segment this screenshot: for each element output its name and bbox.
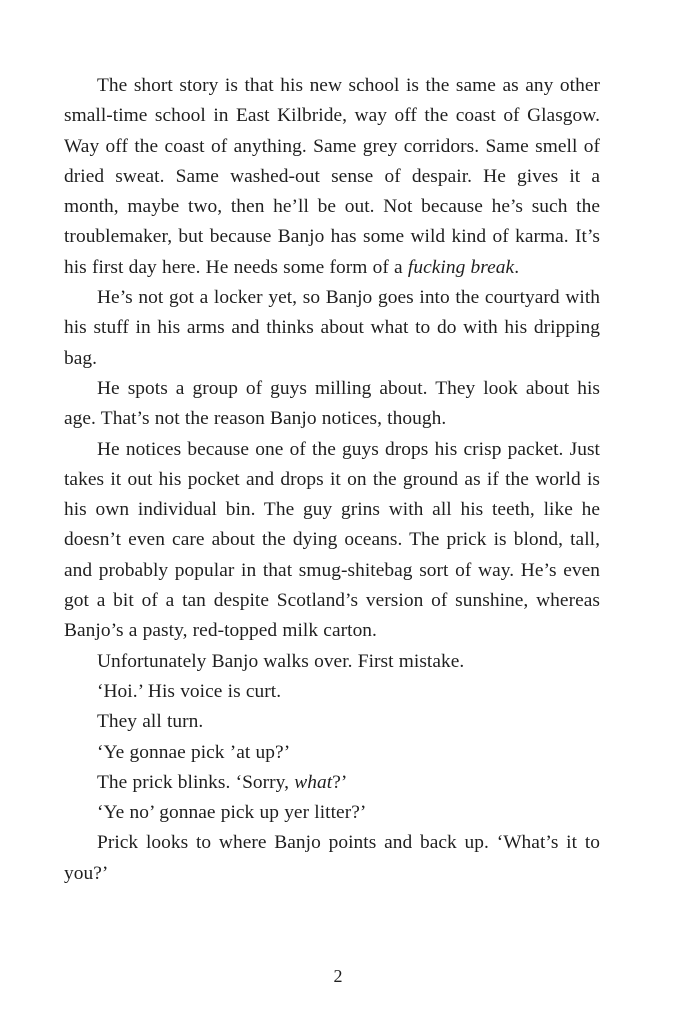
page-number: 2 bbox=[333, 966, 343, 986]
text-run: ‘Hoi.’ His voice is curt. bbox=[97, 680, 282, 702]
paragraph bbox=[64, 435, 600, 647]
paragraph bbox=[64, 738, 600, 768]
text-run: Prick looks to where Banjo points and back up. ‘What’s it to you?’ bbox=[64, 832, 600, 884]
text-run: The prick blinks. ‘Sorry, bbox=[97, 771, 295, 793]
text-run: He spots a group of guys milling about. They look about his age. That’s not the reason Banjo notices, though. bbox=[64, 377, 600, 430]
text-run: He’s not got a locker yet, so Banjo goes into the courtyard with his stuff in his arms and thinks about what to do with his dripping bag. bbox=[64, 287, 600, 369]
text-run: They all turn. bbox=[97, 711, 204, 733]
italic-text-run: fucking break bbox=[407, 256, 515, 278]
paragraph bbox=[64, 71, 600, 283]
text-run: The short story is that his new school is the same as any other small-time school in East Kilbride, way off the coast of Glasgow. Way off the coast of anything. Same grey corridors. Same smell of dried sweat. Same washed-out sense of despair. He gives it a month, maybe two, then he’ll be out. Not because he’s such the troublemaker, but because Banjo has some wild kind of karma. It’s his first day here. He needs some form of a bbox=[64, 75, 600, 278]
italic-text-run: what bbox=[294, 771, 333, 793]
paragraph bbox=[64, 283, 600, 374]
paragraph bbox=[64, 647, 600, 677]
paragraph bbox=[64, 828, 600, 889]
paragraph bbox=[64, 798, 600, 828]
paragraph bbox=[64, 707, 600, 737]
paragraph bbox=[64, 677, 600, 707]
text-run: . bbox=[514, 256, 520, 278]
text-run: ‘Ye no’ gonnae pick up yer litter?’ bbox=[97, 802, 367, 824]
book-page-body bbox=[64, 71, 600, 889]
text-run: He notices because one of the guys drops his crisp packet. Just takes it out his pocket and drops it on the ground as if the world is his own individual bin. The guy grins with all his teeth, like he doesn’t even care about the dying oceans. The prick is blond, tall, and probably popular in that smug-shitebag sort of way. He’s even got a bit of a tan despite Scotland’s version of sunshine, whereas Banjo’s a pasty, red-topped milk carton. bbox=[64, 438, 600, 642]
paragraph bbox=[64, 768, 600, 798]
text-run: ?’ bbox=[332, 771, 348, 793]
text-run: ‘Ye gonnae pick ’at up?’ bbox=[97, 741, 291, 763]
paragraph bbox=[64, 374, 600, 435]
text-run: Unfortunately Banjo walks over. First mistake. bbox=[97, 650, 465, 672]
